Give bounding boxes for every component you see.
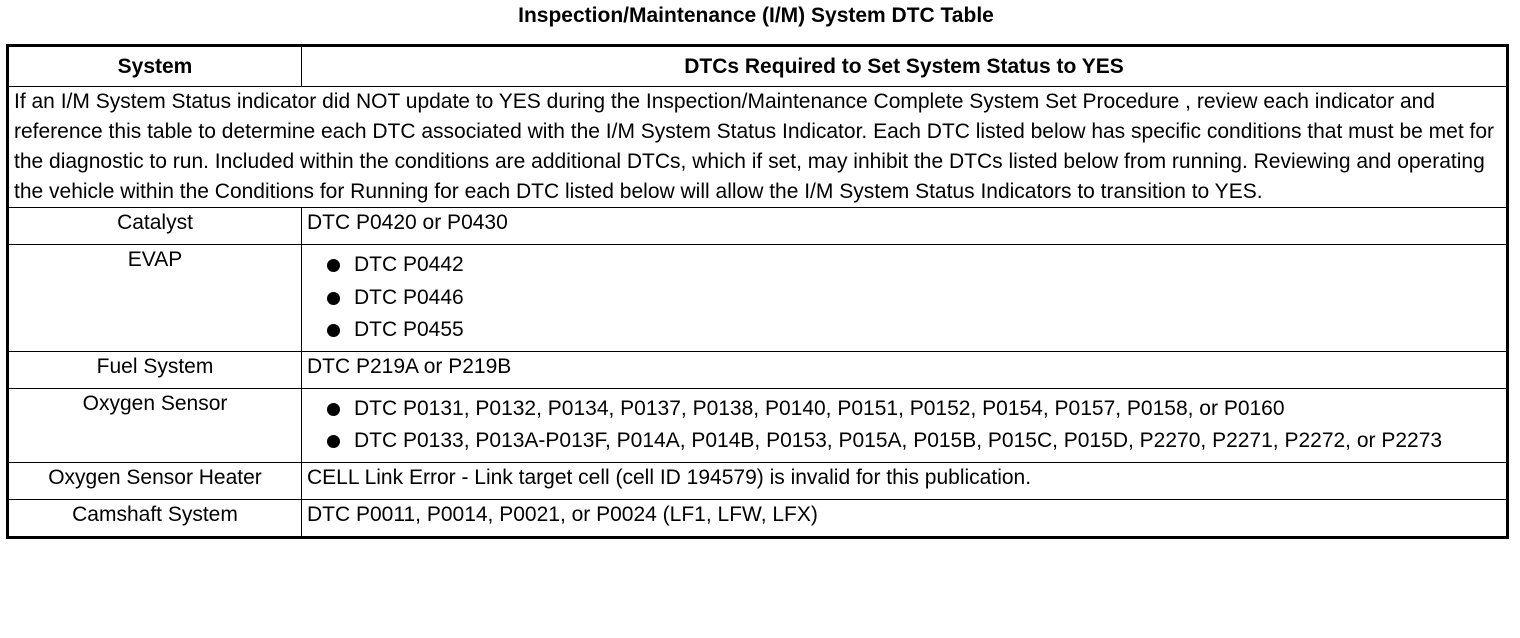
dtc-list-item: DTC P0455 — [307, 314, 1501, 347]
dtc-cell: CELL Link Error - Link target cell (cell ID 194579) is invalid for this publication. — [302, 462, 1508, 499]
system-cell: Fuel System — [8, 351, 302, 388]
dtc-cell: DTC P0420 or P0430 — [302, 208, 1508, 245]
system-cell: Oxygen Sensor Heater — [8, 462, 302, 499]
dtc-list-item: DTC P0442 — [307, 249, 1501, 282]
dtc-cell — [302, 388, 1508, 462]
system-cell: EVAP — [8, 245, 302, 352]
table-row — [8, 351, 1508, 388]
table-header-row — [8, 46, 1508, 87]
dtc-list — [307, 393, 1501, 462]
system-cell: Camshaft System — [8, 499, 302, 537]
dtc-list-item: DTC P0131, P0132, P0134, P0137, P0138, P0140, P0151, P0152, P0154, P0157, P0158, or P0160 — [307, 393, 1501, 426]
dtc-cell: DTC P219A or P219B — [302, 351, 1508, 388]
table-row — [8, 388, 1508, 462]
table-row — [8, 462, 1508, 499]
system-cell: Oxygen Sensor — [8, 388, 302, 462]
page-title: Inspection/Maintenance (I/M) System DTC Table — [518, 4, 994, 27]
system-cell: Catalyst — [8, 208, 302, 245]
dtc-list-item: DTC P0133, P013A-P013F, P014A, P014B, P0153, P015A, P015B, P015C, P015D, P2270, P2271, P2272, or P2273 — [307, 425, 1501, 458]
table-row — [8, 499, 1508, 537]
dtc-list — [307, 249, 1501, 351]
dtc-cell: DTC P0011, P0014, P0021, or P0024 (LF1, LFW, LFX) — [302, 499, 1508, 537]
header-dtcs: DTCs Required to Set System Status to YES — [302, 46, 1508, 87]
table-row — [8, 208, 1508, 245]
header-system: System — [8, 46, 302, 87]
intro-row — [8, 87, 1508, 208]
dtc-cell — [302, 245, 1508, 352]
dtc-list-item: DTC P0446 — [307, 282, 1501, 315]
intro-text: If an I/M System Status indicator did NOT update to YES during the Inspection/Maintenance Complete System Set Procedure , review each indicator and reference this table to determine each DTC associated with the I/M System Status Indicator. Each DTC listed below has specific conditions that must be met for the diagnostic to run. Included within the conditions are additional DTCs, which if set, may inhibit the DTCs listed below from running. Reviewing and operating the vehicle within the Conditions for Running for each DTC listed below will allow the I/M System Status Indicators to transition to YES. — [8, 87, 1508, 208]
table-row — [8, 245, 1508, 352]
dtc-table — [6, 44, 1509, 539]
